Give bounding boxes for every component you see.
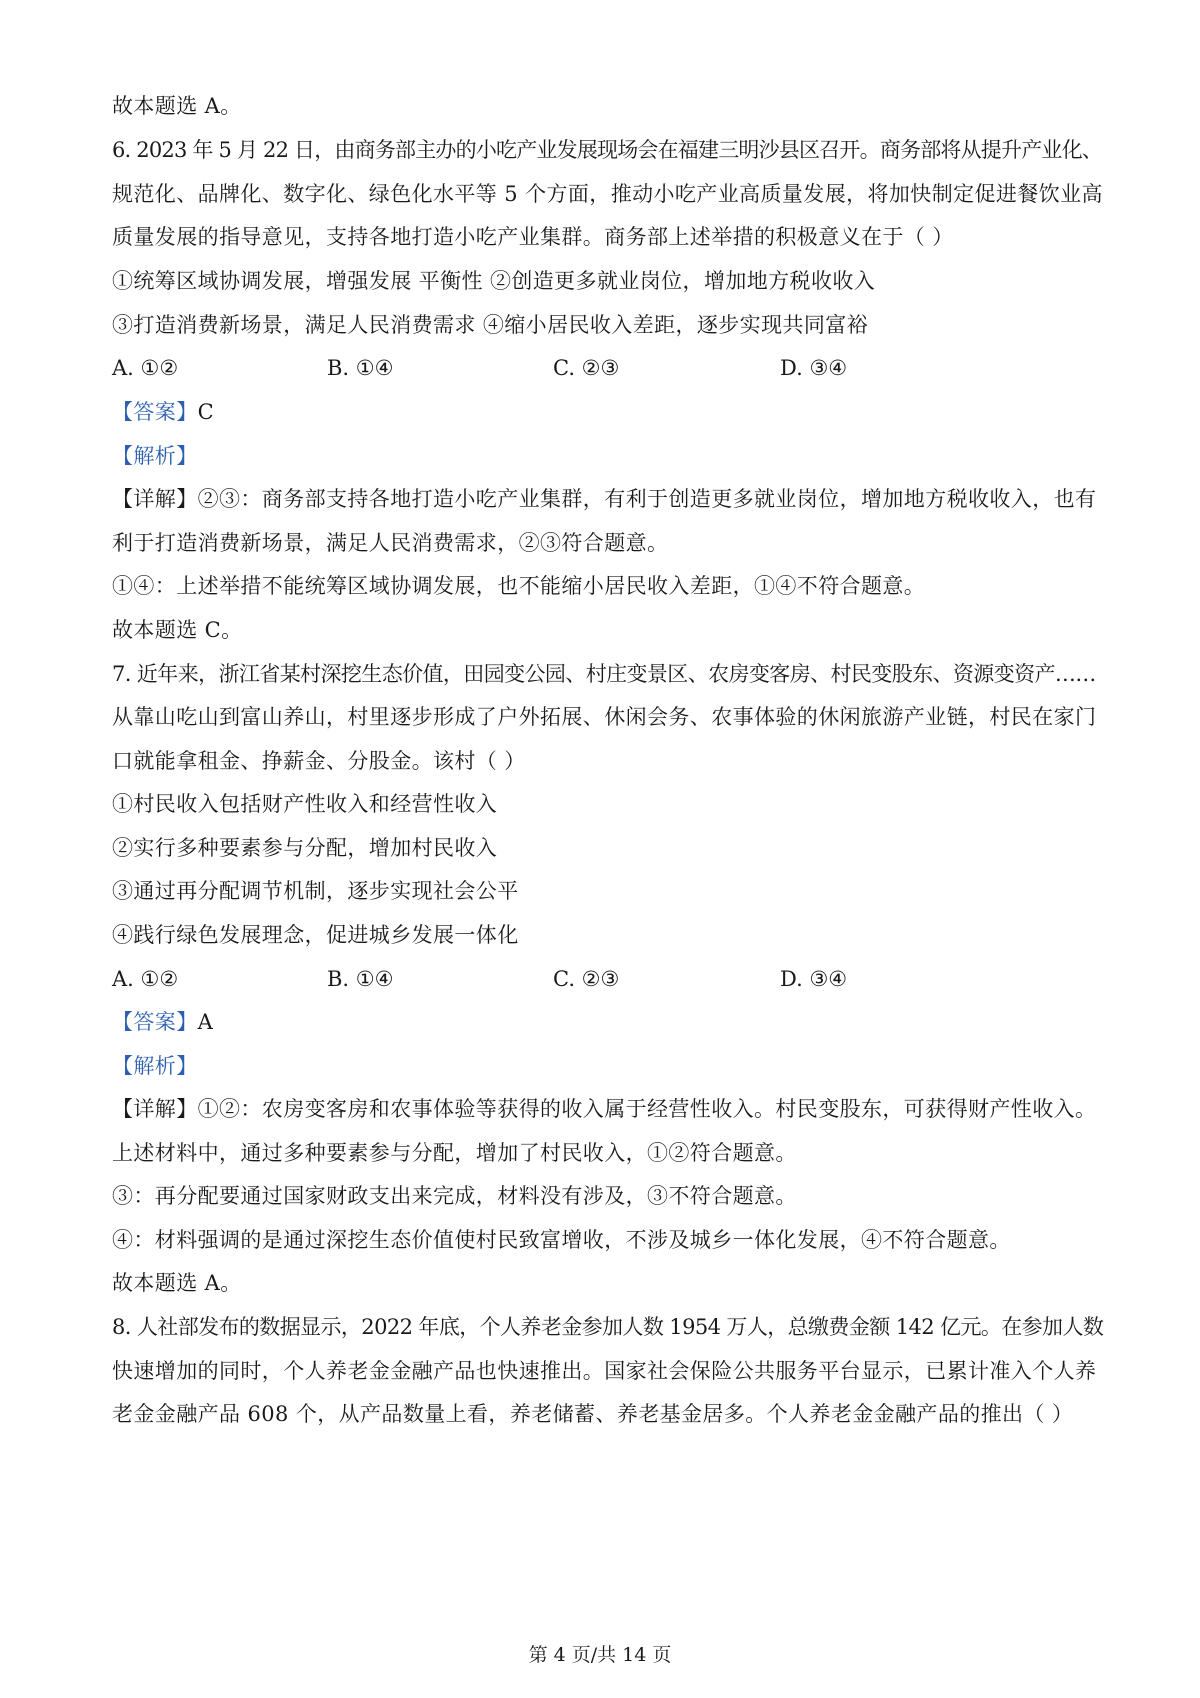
q7-option-a: A. ①②: [112, 967, 179, 991]
q5-conclusion: 故本题选 A。: [112, 94, 242, 118]
q6-option-c: C. ②③: [553, 356, 620, 380]
q7-analysis-tag: 【解析】: [112, 1054, 198, 1078]
q7-answer: [112, 1007, 213, 1037]
q6-options: [112, 353, 1102, 383]
q7-option-c: C. ②③: [553, 967, 620, 991]
q6-stem-line-1: 6. 2023 年 5 月 22 日，由商务部主办的小吃产业发展现场会在福建三明沙县区召开。商务部将从提升产业化、: [112, 138, 1103, 162]
q6-option-b: B. ①④: [327, 356, 394, 380]
q7-option-d: D. ③④: [780, 967, 848, 991]
q8-stem-line-2: 快速增加的同时，个人养老金金融产品也快速推出。国家社会保险公共服务平台显示，已累计准入个人养: [112, 1359, 1097, 1383]
q8-stem-line-3: 老金金融产品 608 个，从产品数量上看，养老储蓄、养老基金居多。个人养老金金融产品的推出（ ）: [112, 1402, 1074, 1426]
q7-statement-4: ④践行绿色发展理念，促进城乡发展一体化: [112, 923, 519, 947]
q6-answer-value: C: [197, 400, 215, 424]
q6-conclusion: 故本题选 C。: [112, 618, 243, 642]
q6-detail-line-3: ①④：上述举措不能统筹区域协调发展，也不能缩小居民收入差距，①④不符合题意。: [112, 574, 926, 598]
q7-statement-3: ③通过再分配调节机制，逐步实现社会公平: [112, 879, 519, 903]
q7-answer-value: A: [197, 1010, 214, 1034]
q6-option-d: D. ③④: [780, 356, 848, 380]
q6-answer: [112, 397, 214, 427]
q6-detail-line-2: 利于打造消费新场景，满足人民消费需求，②③符合题意。: [112, 531, 669, 555]
q6-analysis-tag: 【解析】: [112, 444, 198, 468]
q7-statement-1: ①村民收入包括财产性收入和经营性收入: [112, 792, 498, 816]
q6-option-a: A. ①②: [112, 356, 179, 380]
q7-stem-line-3: 口就能拿租金、挣薪金、分股金。该村（ ）: [112, 749, 526, 773]
q7-detail-line-3: ③：再分配要通过国家财政支出来完成，材料没有涉及，③不符合题意。: [112, 1184, 797, 1208]
q7-options: [112, 964, 1102, 994]
q6-detail-line-1: 【详解】②③：商务部支持各地打造小吃产业集群，有利于创造更多就业岗位，增加地方税收收入，也有: [112, 487, 1097, 511]
q7-stem-line-1: 7. 近年来，浙江省某村深挖生态价值，田园变公园、村庄变景区、农房变客房、村民变股东、资源变资产……: [112, 662, 1096, 686]
q6-statement-row-2: ③打造消费新场景，满足人民消费需求 ④缩小居民收入差距，逐步实现共同富裕: [112, 313, 869, 337]
page-footer: 第 4 页/共 14 页: [528, 1644, 672, 1666]
q7-answer-tag: 【答案】: [112, 1010, 198, 1034]
q7-detail-line-2: 上述材料中，通过多种要素参与分配，增加了村民收入，①②符合题意。: [112, 1141, 797, 1165]
q7-conclusion: 故本题选 A。: [112, 1271, 242, 1295]
q8-stem-line-1: 8. 人社部发布的数据显示，2022 年底，个人养老金参加人数 1954 万人，总缴费金额 142 亿元。在参加人数: [112, 1315, 1104, 1339]
q6-stem-line-3: 质量发展的指导意见，支持各地打造小吃产业集群。商务部上述举措的积极意义在于（ ）: [112, 225, 954, 249]
q7-detail-line-4: ④：材料强调的是通过深挖生态价值使村民致富增收，不涉及城乡一体化发展，④不符合题意。: [112, 1228, 1011, 1252]
q6-statement-row-1: ①统筹区域协调发展，增强发展 平衡性 ②创造更多就业岗位，增加地方税收收入: [112, 269, 876, 293]
q7-statement-2: ②实行多种要素参与分配，增加村民收入: [112, 836, 498, 860]
q7-stem-line-2: 从靠山吃山到富山养山，村里逐步形成了户外拓展、休闲会务、农事体验的休闲旅游产业链，村民在家门: [112, 705, 1097, 729]
q7-option-b: B. ①④: [327, 967, 394, 991]
q7-detail-line-1: 【详解】①②：农房变客房和农事体验等获得的收入属于经营性收入。村民变股东，可获得财产性收入。: [112, 1097, 1097, 1121]
q6-answer-tag: 【答案】: [112, 400, 198, 424]
q6-stem-line-2: 规范化、品牌化、数字化、绿色化水平等 5 个方面，推动小吃产业高质量发展，将加快制定促进餐饮业高: [112, 182, 1103, 206]
